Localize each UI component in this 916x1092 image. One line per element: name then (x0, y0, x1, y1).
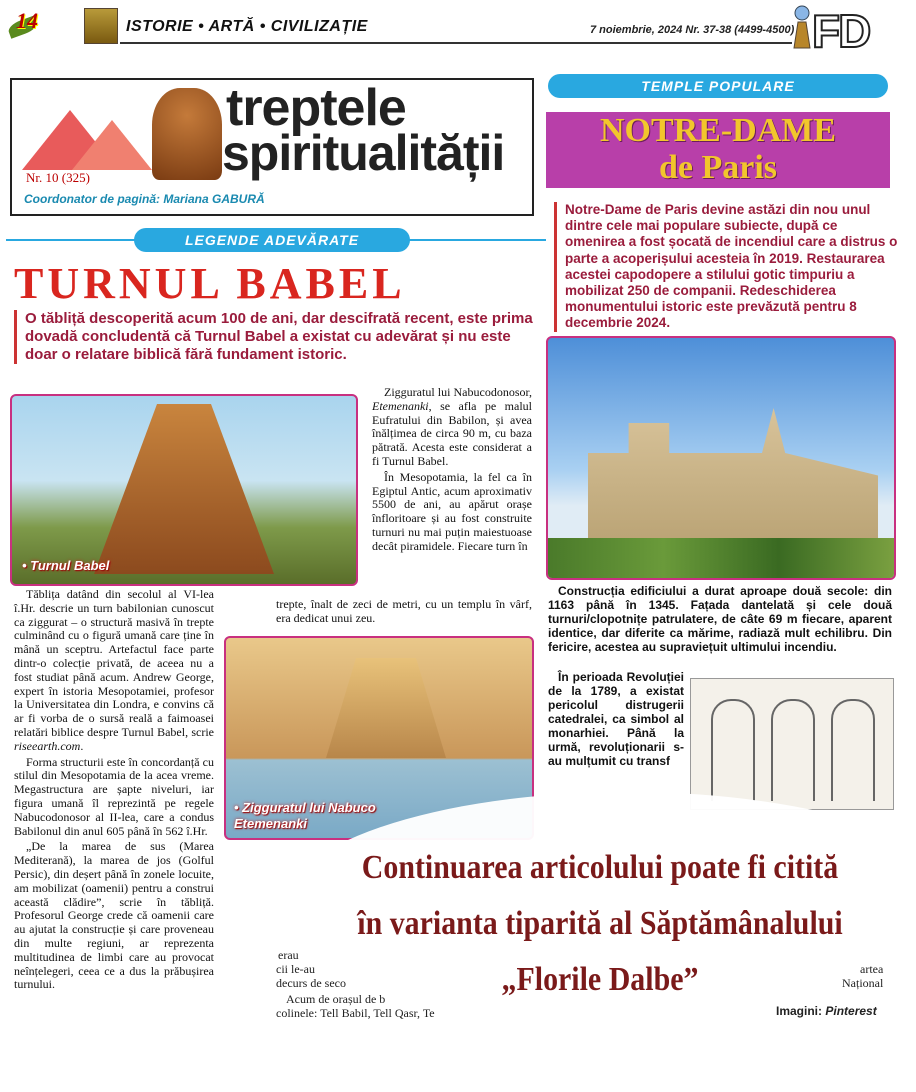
tower-illustration (94, 404, 274, 574)
image-notre-dame (546, 336, 896, 580)
coordinator: Coordonator de pagină: Mariana GABURĂ (24, 192, 265, 206)
issue-info: 7 noiembrie, 2024 Nr. 37-38 (4499-4500) (590, 24, 795, 36)
notre-dame-paragraph-2: În perioada Revoluției de la 1789, a existat pericolul distrugerii catedralei, ca simbol al monarhiei. Până la urmă, revoluționarii s-au mulțumit cu transf (548, 670, 684, 768)
masthead-title-line2: spiritualității (222, 125, 505, 181)
text-fragment: cii le-au (276, 962, 315, 976)
lamp-icon (790, 4, 814, 50)
page-number-badge (6, 2, 58, 42)
continuation-line: Continuarea articolului poate fi citită (361, 849, 839, 886)
rubric-legende: LEGENDE ADEVĂRATE (134, 228, 410, 252)
sphinx-icon (152, 88, 222, 180)
book-icon (84, 8, 118, 44)
image-caption: Etemenanki (234, 816, 307, 831)
paragraph: Forma structurii este în concordanță cu stilul din Mesopotamia de la acea vreme. Megastructura are șapte niveluri, iar figura umană îl reprezintă pe regele Nabucodonosor al II-lea, care a condus Babilonul din anul 605 până în 562 î.Hr. (14, 754, 214, 838)
section-title: ISTORIE • ARTĂ • CIVILIZAȚIE (126, 18, 368, 35)
arch-drawing (831, 699, 875, 801)
ziggurat-illustration (326, 658, 446, 758)
text-fragment: erau (278, 948, 299, 962)
image-caption: • Zigguratul lui Nabuco (234, 800, 376, 815)
text-fragment: colinele: Tell Babil, Tell Qasr, Te (276, 1006, 435, 1020)
text-column-2 (372, 386, 532, 556)
continuation-line: „Florile Dalbe” (501, 961, 699, 998)
continuation-notice (336, 840, 864, 1008)
paragraph: Tăblița datând din secolul al VI-lea î.Hr. descrie un turn babilonian cunoscut ca ziggurat – o structură masivă în trepte culminând cu o figură umană care ține în mână un sceptru. Artefactul face parte dintr-o colecție privată, de aceea nu a fost studiat până acum. Andrew George, expert în istoria Mesopotamiei, profesor la Universitatea din Londra, e convins că ar fi vorba de o sursă reală a faimoasei relatări biblice despre Turnul Babel, scrie riseearth.com. (14, 587, 214, 753)
masthead (10, 78, 534, 216)
headline-line2: de Paris (658, 149, 778, 186)
cathedral-illustration (588, 408, 878, 558)
image-credit: Imagini: Pinterest (776, 1004, 877, 1018)
arch-drawing (711, 699, 755, 801)
notre-dame-paragraph-1: Construcția edificiului a durat aproape două secole: din 1163 până în 1345. Fațada dantelată și cele două turnuri/clopotnițe patrulatere, de câte 69 m fiecare, aparent identice, dar diferite ca mărime, radiază mult echilibru. Din fericire, acestea au supraviețuit ultimului incendiu. (548, 584, 892, 654)
paragraph: „De la marea de sus (Marea Mediterană), la marea de jos (Golful Persic), din deșert până în zonele locuite, am mobilizat (oamenii) pentru a construi această clădire”, scrie în tăbliță. Profesorul George crede că oamenii care au ajutat la construcție și care proveneau din multe regiuni, ar reprezenta multitudinea de limbi care au provocat neînțelegeri, ceea ce a dus la prăbușirea turnului. (14, 839, 214, 992)
paragraph: Zigguratul lui Nabucodonosor, Etemenanki, se afla pe malul Eufratului din Babilon, și avea înălțimea de circa 90 m, cu baza pătrată. Acesta este considerat a fi Turnul Babel. (372, 385, 532, 468)
text-fragment: decurs de seco (276, 976, 346, 990)
headline-line1: NOTRE-DAME (599, 112, 837, 149)
image-caption: • Turnul Babel (22, 558, 110, 573)
pyramid-icon (72, 120, 152, 170)
arch-drawing (771, 699, 815, 801)
text-fragment: Național (842, 976, 884, 990)
paragraph: În Mesopotamia, la fel ca în Egiptul Antic, acum aproximativ 5500 de ani, au apărut orașe înfloritoare și au fost construite turnuri nu mai puțin maiestuoase decât piramidele. Fiecare turn în (372, 469, 532, 553)
headline-notre-dame (546, 112, 890, 188)
publication-logo (812, 4, 904, 57)
rubric-temple: TEMPLE POPULARE (548, 74, 888, 98)
lead-notre-dame: Notre-Dame de Paris devine astăzi din nou unul dintre cele mai populare subiecte, după ce omenirea a fost șocată de incendiul care a distrus o parte a acoperișului acesteia în 2019. Restaurarea acestei capodopere a stilului gotic timpuriu a mobilizat 250 de companii. Redeschiderea monumentului istoric este prevăzută pentru 8 decembrie 2024. (554, 202, 901, 332)
image-tower-of-babel (10, 394, 358, 586)
text-column-1 (14, 588, 214, 994)
text-fragment: artea (860, 962, 884, 976)
masthead-title-line1: treptele (226, 79, 406, 137)
page-number: 14 (16, 8, 38, 33)
headline-babel: TURNUL BABEL (14, 259, 406, 308)
continuation-line: în varianta tiparită al Săptămânalului (357, 905, 843, 942)
header-rule (120, 42, 792, 44)
logo-text: FD (812, 5, 870, 57)
trees-illustration (548, 538, 894, 578)
lead-babel: O tăbliță descoperită acum 100 de ani, dar descifrată recent, este prima dovadă concludentă că Turnul Babel a existat cu adevărat și nu este doar o relatare biblică fără fundament istoric. (14, 310, 545, 364)
text-continuation: trepte, înalt de zeci de metri, cu un templu în vârf, era dedicat unui zeu. (276, 597, 532, 625)
image-facade-drawing (690, 678, 894, 810)
text-fragment: Acum de orașul de b (286, 992, 386, 1006)
masthead-number: Nr. 10 (325) (26, 170, 90, 185)
